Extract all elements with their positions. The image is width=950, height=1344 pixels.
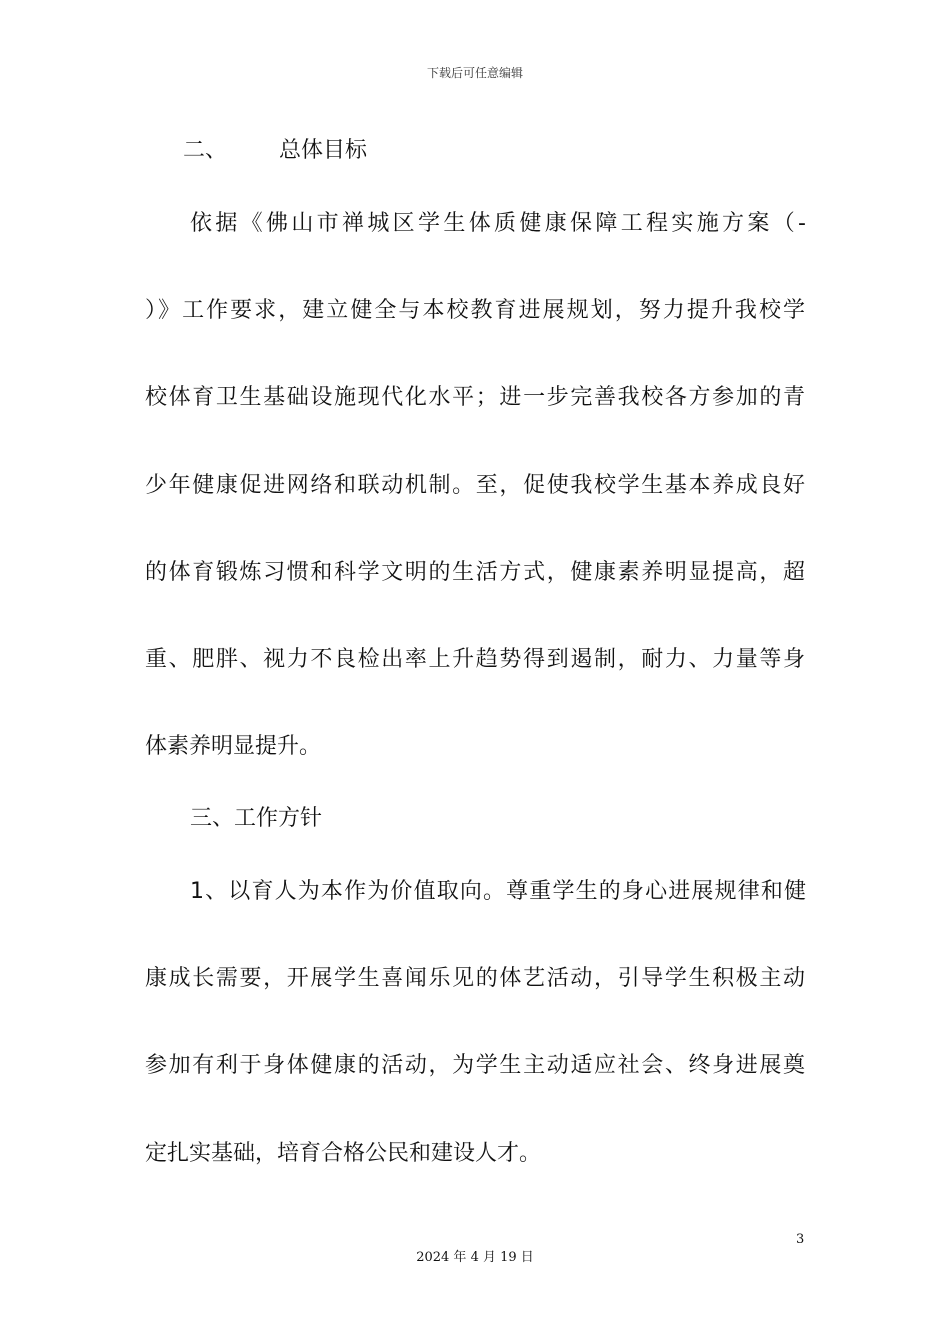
section-3-heading: 三、工作方针	[190, 806, 323, 831]
paragraph-line: 参加有利于身体健康的活动，为学生主动适应社会、终身进展奠	[145, 1053, 805, 1078]
paragraph-line: 校体育卫生基础设施现代化水平；进一步完善我校各方参加的青	[145, 385, 805, 410]
paragraph-line: 定扎实基础，培育合格公民和建设人才。	[145, 1141, 542, 1166]
paragraph-line: 体素养明显提升。	[145, 734, 322, 759]
page-header: 下载后可任意编辑	[426, 66, 523, 80]
paragraph-line: 少年健康促进网络和联动机制。至，促使我校学生基本养成良好	[145, 473, 805, 498]
paragraph-line: 依据《佛山市禅城区学生体质健康保障工程实施方案（-	[190, 211, 806, 236]
footer-date: 2024 年 4 月 19 日	[416, 1250, 534, 1265]
section-2-number: 二、	[183, 138, 228, 163]
paragraph-line: 的体育锻炼习惯和科学文明的生活方式，健康素养明显提高，超	[145, 560, 805, 585]
page-number: 3	[796, 1232, 805, 1247]
paragraph-line: ）》工作要求，建立健全与本校教育进展规划，努力提升我校学	[145, 298, 805, 323]
section-2-title: 总体目标	[279, 138, 368, 163]
section-2-heading	[183, 136, 843, 166]
paragraph-line: 重、肥胖、视力不良检出率上升趋势得到遏制，耐力、力量等身	[145, 647, 805, 672]
paragraph-line: 1、以育人为本作为价值取向。尊重学生的身心进展规律和健	[190, 879, 806, 904]
paragraph-line: 康成长需要，开展学生喜闻乐见的体艺活动，引导学生积极主动	[145, 966, 805, 991]
